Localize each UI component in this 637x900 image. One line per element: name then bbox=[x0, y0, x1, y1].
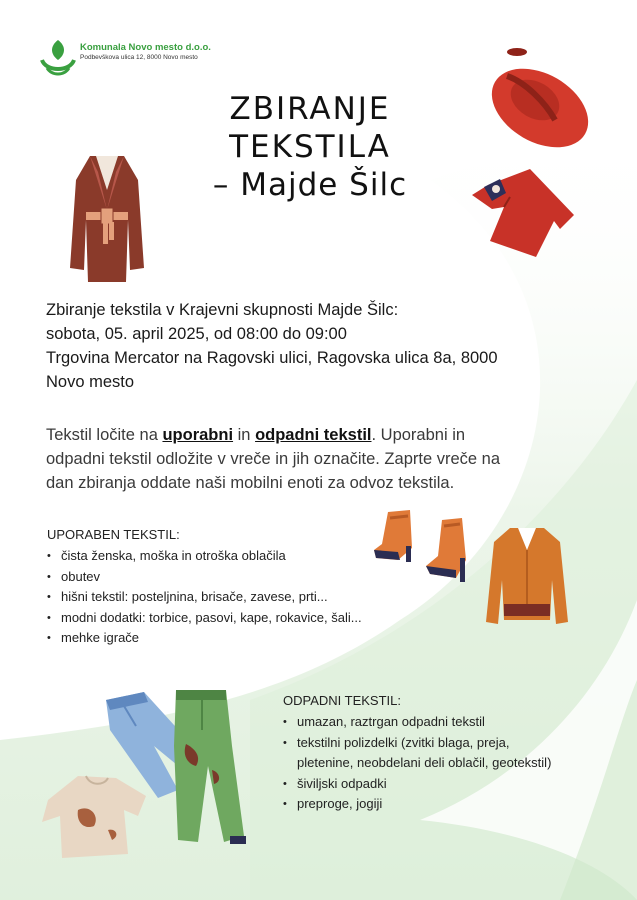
highlight-usable: uporabni bbox=[162, 426, 234, 444]
intro-line-4: Novo mesto bbox=[46, 373, 135, 391]
intro-line-1: Zbiranje tekstila v Krajevni skupnosti Majde Šilc: bbox=[46, 301, 399, 319]
usable-list bbox=[47, 546, 377, 649]
waste-heading: ODPADNI TEKSTIL: bbox=[283, 693, 401, 708]
list-item: • obutev bbox=[47, 567, 377, 588]
jacket-icon bbox=[484, 524, 570, 634]
intro-section bbox=[46, 298, 606, 394]
paragraph-pre: Tekstil ločite na bbox=[46, 426, 163, 444]
instructions-paragraph bbox=[46, 423, 606, 495]
list-item: • hišni tekstil: posteljnina, brisače, zavese, prti... bbox=[47, 587, 377, 608]
paragraph-mid: in bbox=[233, 426, 256, 444]
intro-line-2: sobota, 05. april 2025, od 08:00 do 09:00 bbox=[46, 325, 347, 343]
usable-textile-section bbox=[47, 527, 377, 649]
dirty-trousers-icon bbox=[166, 686, 250, 852]
paragraph-line-3: dan zbiranja oddate naši mobilni enoti za odvoz tekstila. bbox=[46, 474, 455, 492]
hat-icon bbox=[485, 42, 595, 154]
list-item: • tekstilni polizdelki (zvitki blaga, preja, bbox=[283, 733, 623, 754]
company-name: Komunala Novo mesto d.o.o. bbox=[80, 42, 211, 53]
red-shirt-icon bbox=[470, 165, 576, 261]
waste-list bbox=[283, 712, 623, 815]
page-title bbox=[160, 90, 460, 204]
title-line-1: ZBIRANJE bbox=[229, 91, 391, 127]
list-item: • mehke igrače bbox=[47, 628, 377, 649]
boots-icon bbox=[372, 508, 477, 586]
paragraph-post: . Uporabni in bbox=[371, 426, 466, 444]
usable-heading: UPORABEN TEKSTIL: bbox=[47, 527, 180, 542]
company-address: Podbevškova ulica 12, 8000 Novo mesto bbox=[80, 54, 198, 61]
list-item: • čista ženska, moška in otroška oblačila bbox=[47, 546, 377, 567]
list-item: • preproge, jogiji bbox=[283, 794, 623, 815]
list-item: • šiviljski odpadki bbox=[283, 774, 623, 795]
dirty-tshirt-icon bbox=[38, 770, 150, 860]
list-item-continuation: pletenine, neobdelani deli oblačil, geotekstil) bbox=[297, 755, 552, 770]
coat-icon bbox=[68, 150, 146, 286]
paragraph-line-2: odpadni tekstil odložite v vreče in jih označite. Zaprte vreče na bbox=[46, 450, 500, 468]
waste-textile-section bbox=[283, 693, 623, 815]
intro-line-3: Trgovina Mercator na Ragovski ulici, Ragovska ulica 8a, 8000 bbox=[46, 349, 498, 367]
title-line-2: TEKSTILA bbox=[229, 129, 391, 165]
highlight-waste: odpadni tekstil bbox=[255, 426, 372, 444]
list-item: • modni dodatki: torbice, pasovi, kape, rokavice, šali... bbox=[47, 608, 377, 629]
title-line-3: – Majde Šilc bbox=[212, 167, 408, 203]
paragraph-line-1 bbox=[46, 423, 606, 447]
company-logo-icon bbox=[38, 38, 78, 80]
list-item: • umazan, raztrgan odpadni tekstil bbox=[283, 712, 623, 733]
